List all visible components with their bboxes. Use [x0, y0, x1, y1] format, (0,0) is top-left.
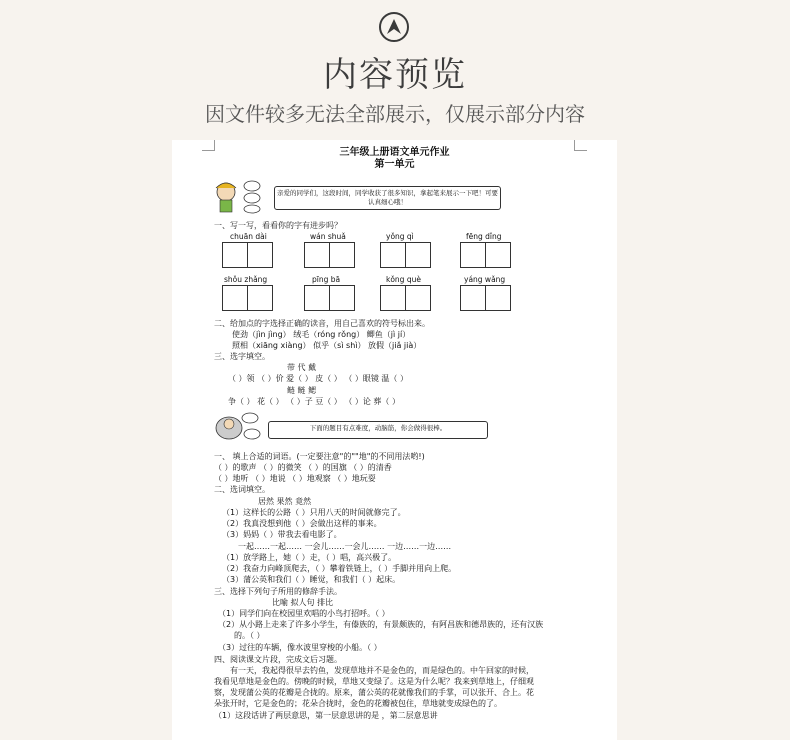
writing-grid[interactable] [304, 285, 354, 311]
writing-grid[interactable] [222, 242, 272, 268]
pinyin-label: chuān dài [230, 232, 267, 241]
fill-item: 的。（ ） [234, 631, 265, 640]
question-2-line: 照相（xiāng xiàng） 似乎（sì shì） 放假（jiǎ jià） [232, 341, 422, 350]
reading-paragraph-line: 我看见草地是金色的。傍晚的时候，草地又变绿了。这是为什么呢？我来到草地上，仔细观 [214, 677, 534, 686]
reading-paragraph-line: 朵张开时，它是金色的；花朵合拢时，金色的花瓣被包住，草地就变成绿色的了。 [214, 699, 502, 708]
choice-chars: 带 代 戴 [287, 363, 317, 372]
word-choices: 居然 果然 竟然 [258, 497, 312, 506]
section-2-q4-heading: 四、阅读课文片段，完成文后习题。 [214, 655, 342, 664]
mascot-child-image [214, 410, 264, 447]
fill-item: （3）过往的车辆，像水波里穿梭的小船。（ ） [218, 643, 382, 652]
question-3-line: （ ）领 （ ）价 爱（ ） 皮（ ） （ ）眼镜 温（ ） [228, 374, 408, 383]
fill-item: （3）妈妈（ ）带我去看电影了。 [222, 530, 342, 539]
fill-item: （2）从小路上走来了许多小学生，有傣族的，有景颇族的，有阿昌族和德昂族的，还有汉族 [218, 620, 544, 629]
page-subtitle: 因文件较多无法全部展示，仅展示部分内容 [205, 102, 585, 126]
reading-paragraph-line: 察，发现蒲公英的花瓣是合拢的。原来，蒲公英的花就像我们的手掌，可以张开、合上。花 [214, 688, 534, 697]
section-2-q3-heading: 三、选择下列句子所用的修辞手法。 [214, 587, 342, 596]
fill-item: （1）这样长的公路（ ）只用八天的时间就修完了。 [222, 508, 406, 517]
document-subtitle: 第一单元 [374, 159, 415, 170]
word-choices: 比喻 拟人句 排比 [272, 598, 334, 607]
writing-grid[interactable] [304, 242, 354, 268]
question-2-heading: 二、给加点的字选择正确的读音，用自己喜欢的符号标出来。 [214, 319, 430, 328]
fill-item: （3）蒲公英和我们（ ）睡觉，和我们（ ）起床。 [222, 575, 401, 584]
writing-grid[interactable] [380, 285, 430, 311]
fill-item: （2）我真没想到他（ ）会做出这样的事来。 [222, 519, 382, 528]
question-3-line: 争（ ） 花（ ） （ ）子 豆（ ） （ ）论 葬（ ） [228, 397, 400, 406]
pinyin-label: wán shuǎ [310, 232, 346, 241]
word-choices: 一起……一起…… 一会儿……一会儿…… 一边……一边…… [238, 542, 452, 551]
section-2-q1-heading: 一、 填上合适的词语。(一定要注意"的""地"的不同用法哟!) [214, 452, 425, 461]
writing-grid[interactable] [460, 242, 510, 268]
reading-paragraph-line: （1）这段话讲了两层意思，第一层意思讲的是 ，第二层意思讲 [214, 711, 438, 720]
hint-bubble: 下面的题目有点难度，动脑筋，你会做得很棒。 [268, 421, 488, 439]
fill-item: （2）我奋力向峰顶爬去，（ ）攀着铁链上，（ ）手脚并用向上爬。 [222, 564, 457, 573]
section-2-q1-line: （ ）地听 （ ）地说 （ ）地观察 （ ）地玩耍 [214, 474, 376, 483]
pinyin-label: yǒng qì [386, 232, 414, 241]
scroll-up-icon[interactable] [379, 12, 409, 42]
question-2-line: 使劲（jìn jìng） 绒毛（róng rǒng） 鲫鱼（jì jí） [232, 330, 411, 339]
reading-paragraph-line: 有一天，我起得很早去钓鱼，发现草地并不是金色的，而是绿色的。中午回家的时候， [214, 666, 534, 675]
page-title: 内容预览 [323, 55, 467, 95]
document-title: 三年级上册语文单元作业 [339, 147, 450, 158]
question-1-heading: 一、写一写，看看你的字有进步吗？ [214, 221, 342, 230]
document-preview [172, 140, 617, 740]
writing-grid[interactable] [222, 285, 272, 311]
pinyin-label: fēng dǐng [466, 232, 502, 241]
intro-bubble: 亲爱的同学们，这段时间，同学收获了很多知识，拿起笔来展示一下吧！可要认真细心哦！ [274, 186, 501, 210]
fill-item: （1）同学们向在校园里欢唱的小鸟打招呼。（ ） [218, 609, 390, 618]
choice-chars: 鲢 鲢 鳃 [287, 386, 317, 395]
section-2-q1-line: （ ）的歌声 （ ）的微笑 （ ）的国旗 （ ）的清香 [214, 463, 392, 472]
pinyin-label: kǒng què [386, 275, 421, 284]
mascot-boy-image [206, 178, 268, 217]
question-3-heading: 三、选字填空。 [214, 352, 270, 361]
pinyin-label: shǒu zhǎng [224, 275, 268, 284]
fill-item: （1）放学路上，她（ ）走，（ ）唱，高兴极了。 [222, 553, 397, 562]
pinyin-label: yáng wǎng [464, 275, 506, 284]
writing-grid[interactable] [460, 285, 510, 311]
writing-grid[interactable] [380, 242, 430, 268]
section-2-q2-heading: 二、选词填空。 [214, 485, 270, 494]
pinyin-label: pīng bā [312, 275, 341, 284]
